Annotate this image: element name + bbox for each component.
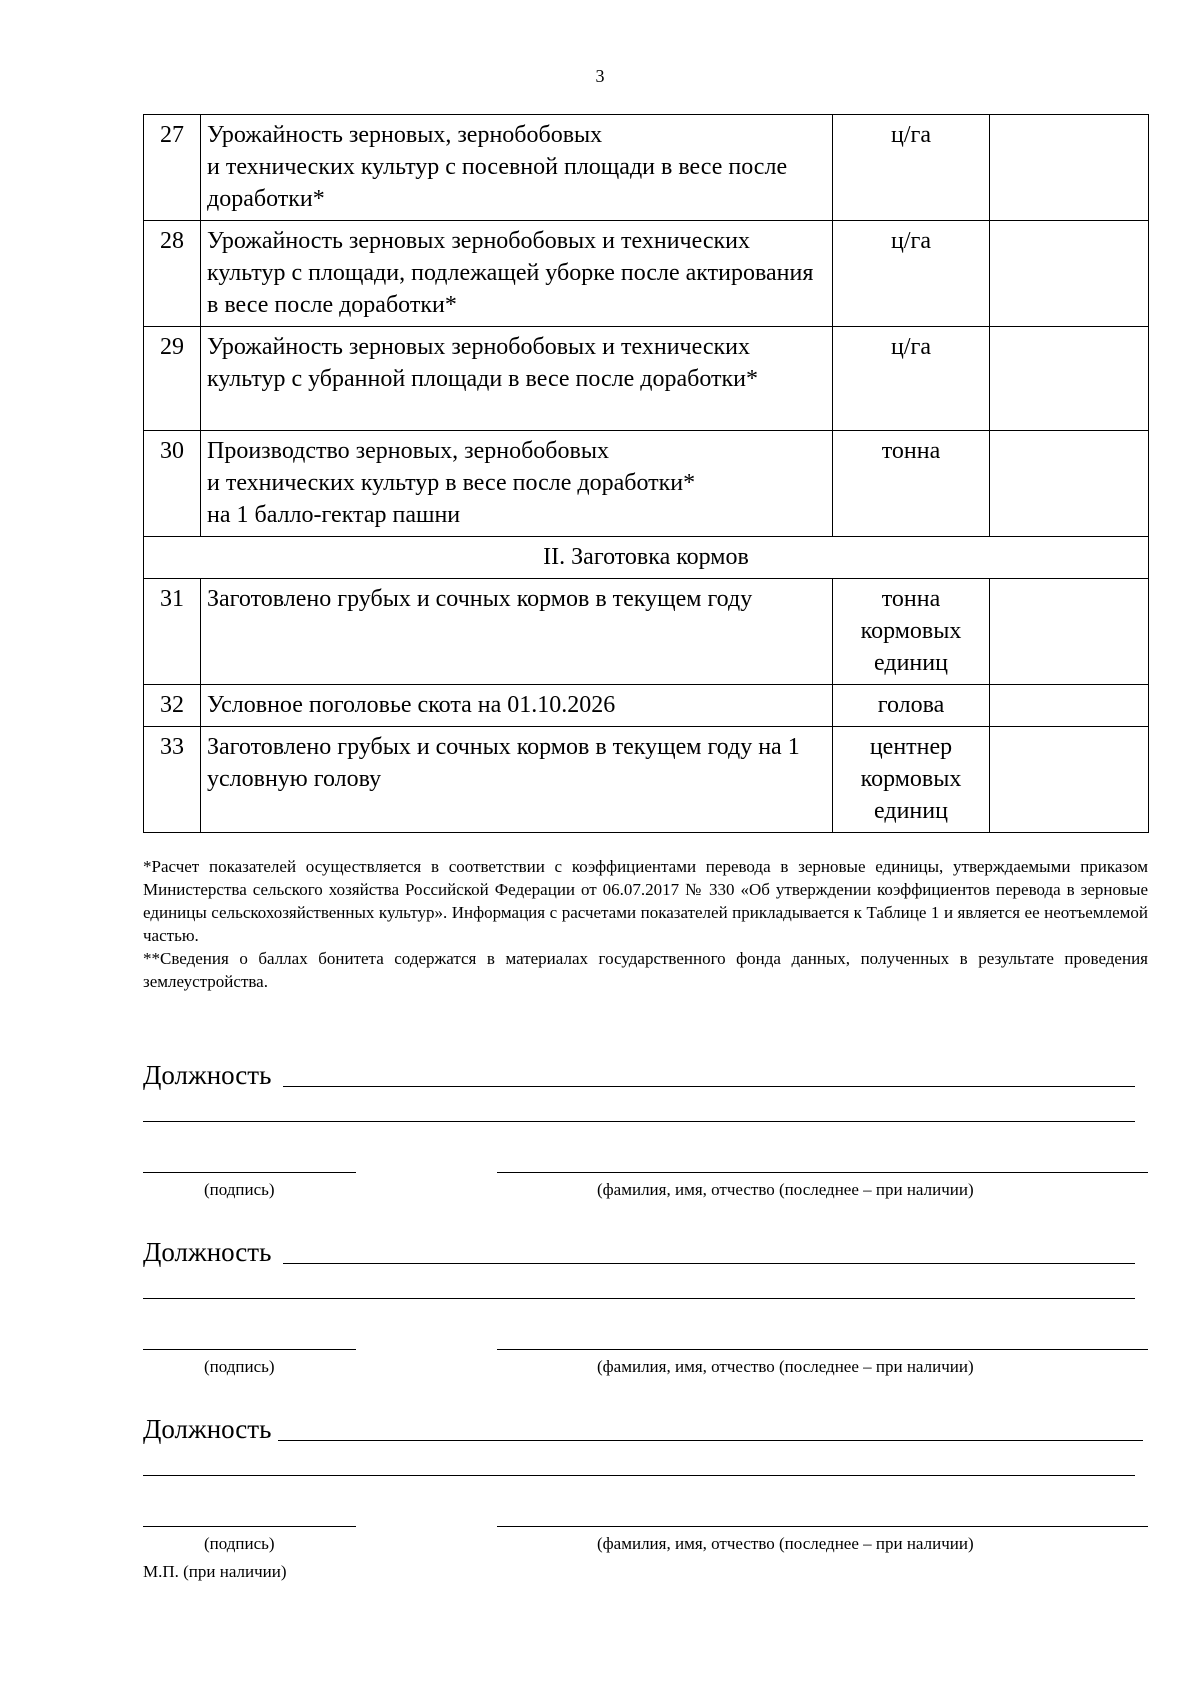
full-name-line[interactable] xyxy=(497,1526,1148,1527)
full-name-caption: (фамилия, имя, отчество (последнее – при наличии) xyxy=(597,1534,974,1553)
position-field-line-2[interactable] xyxy=(143,1121,1135,1122)
signature-block xyxy=(143,1235,1148,1385)
indicator-name: Условное поголовье скота на 01.10.2026 xyxy=(201,685,833,727)
value-cell[interactable] xyxy=(990,115,1149,221)
signature-caption: (подпись) xyxy=(204,1357,275,1376)
table-row xyxy=(144,221,1149,327)
full-name-line[interactable] xyxy=(497,1172,1148,1173)
signature-block xyxy=(143,1412,1148,1562)
row-number: 33 xyxy=(144,727,201,833)
value-cell[interactable] xyxy=(990,685,1149,727)
indicator-name: Заготовлено грубых и сочных кормов в текущем году на 1 условную голову xyxy=(201,727,833,833)
footnotes xyxy=(143,855,1148,993)
value-cell[interactable] xyxy=(990,327,1149,431)
section-title: II. Заготовка кормов xyxy=(144,537,1149,579)
position-field-line-2[interactable] xyxy=(143,1475,1135,1476)
table-row xyxy=(144,727,1149,833)
table-row xyxy=(144,431,1149,537)
row-number: 29 xyxy=(144,327,201,431)
unit-cell: центнер кормовых единиц xyxy=(833,727,990,833)
value-cell[interactable] xyxy=(990,579,1149,685)
full-name-caption: (фамилия, имя, отчество (последнее – при наличии) xyxy=(597,1180,974,1199)
position-label: Должность xyxy=(143,1060,272,1090)
row-number: 32 xyxy=(144,685,201,727)
indicator-name: Производство зерновых, зернобобовых и технических культур в весе после доработки* на 1 балло-гектар пашни xyxy=(201,431,833,537)
indicator-name: Заготовлено грубых и сочных кормов в текущем году xyxy=(201,579,833,685)
table-row xyxy=(144,579,1149,685)
unit-cell: ц/га xyxy=(833,115,990,221)
row-number: 31 xyxy=(144,579,201,685)
position-label: Должность xyxy=(143,1237,272,1267)
indicator-name: Урожайность зерновых, зернобобовых и технических культур с посевной площади в весе после доработки* xyxy=(201,115,833,221)
position-field-line[interactable] xyxy=(278,1440,1143,1441)
unit-cell: голова xyxy=(833,685,990,727)
signature-caption: (подпись) xyxy=(204,1534,275,1553)
footnote-bonitet: **Сведения о баллах бонитета содержатся в материалах государственного фонда данных, полученных в результате проведения землеустройства. xyxy=(143,949,1148,991)
position-field-line-2[interactable] xyxy=(143,1298,1135,1299)
signature-caption: (подпись) xyxy=(204,1180,275,1199)
page-number: 3 xyxy=(595,66,605,86)
position-label: Должность xyxy=(143,1414,272,1444)
unit-cell: ц/га xyxy=(833,221,990,327)
position-field-line[interactable] xyxy=(283,1086,1135,1087)
stamp-note: М.П. (при наличии) xyxy=(143,1562,287,1581)
signature-block xyxy=(143,1058,1148,1208)
row-number: 30 xyxy=(144,431,201,537)
row-number: 28 xyxy=(144,221,201,327)
table-row xyxy=(144,115,1149,221)
signature-line[interactable] xyxy=(143,1349,356,1350)
signature-line[interactable] xyxy=(143,1172,356,1173)
unit-cell: тонна xyxy=(833,431,990,537)
unit-cell: ц/га xyxy=(833,327,990,431)
row-number: 27 xyxy=(144,115,201,221)
table-row xyxy=(144,327,1149,431)
value-cell[interactable] xyxy=(990,727,1149,833)
value-cell[interactable] xyxy=(990,221,1149,327)
indicator-name: Урожайность зерновых зернобобовых и технических культур с площади, подлежащей уборке после актирования в весе после доработки* xyxy=(201,221,833,327)
section-row xyxy=(144,537,1149,579)
indicator-name: Урожайность зерновых зернобобовых и технических культур с убранной площади в весе после доработки* xyxy=(201,327,833,431)
position-field-line[interactable] xyxy=(283,1263,1135,1264)
indicators-table xyxy=(143,114,1149,833)
unit-cell: тонна кормовых единиц xyxy=(833,579,990,685)
full-name-line[interactable] xyxy=(497,1349,1148,1350)
full-name-caption: (фамилия, имя, отчество (последнее – при наличии) xyxy=(597,1357,974,1376)
table-row xyxy=(144,685,1149,727)
footnote-calculation: *Расчет показателей осуществляется в соответствии с коэффициентами перевода в зерновые единицы, утверждаемыми приказом Министерства сельского хозяйства Российской Федерации от 06.07.2017 № 330 «Об утверждении коэффициентов перевода в зерновые единицы сельскохозяйственных культур». Информация с расчетами показателей прикладывается к Таблице 1 и является ее неотъемлемой частью. xyxy=(143,857,1148,945)
signature-line[interactable] xyxy=(143,1526,356,1527)
value-cell[interactable] xyxy=(990,431,1149,537)
